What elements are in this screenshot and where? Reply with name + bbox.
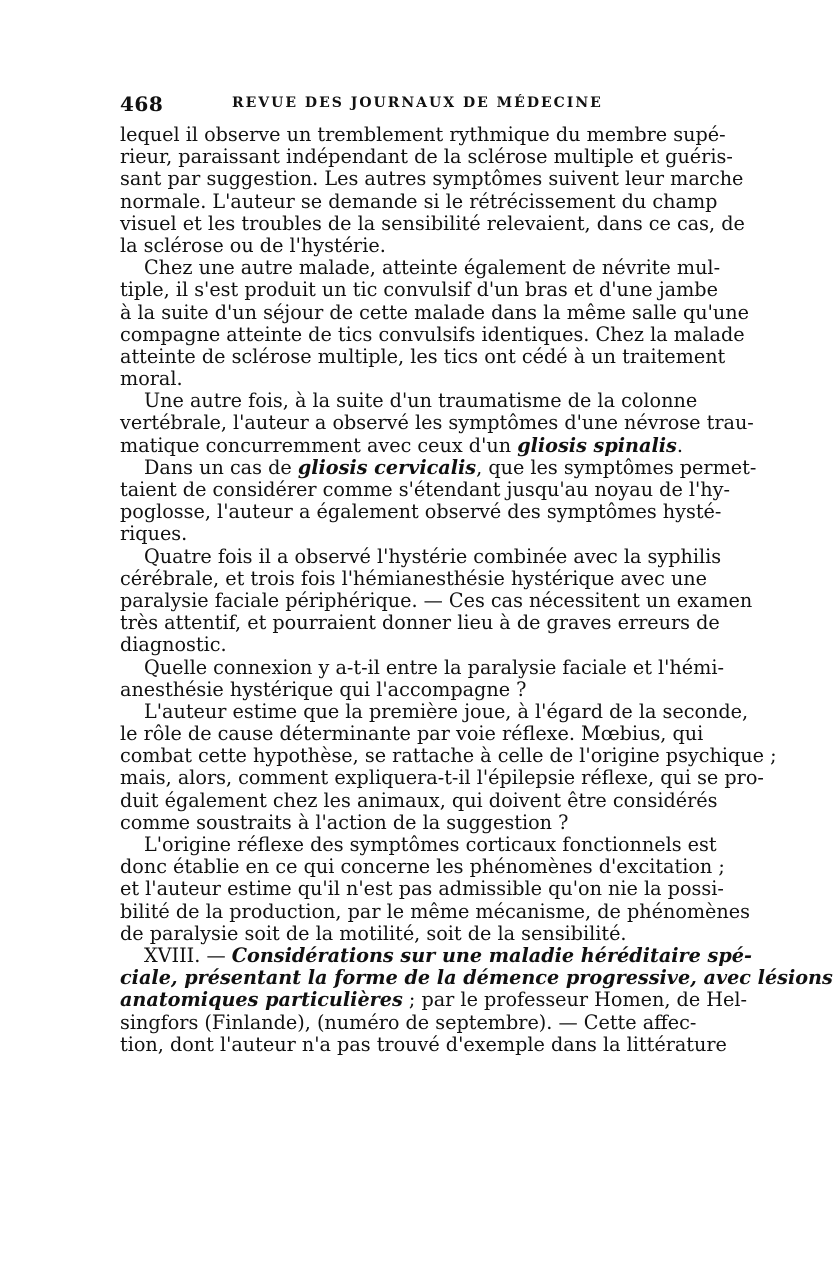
text-line: bilité de la production, par le même mécanisme, de phénomènes (120, 899, 750, 923)
text-line: cérébrale, et trois fois l'hémianesthésie hystérique avec une (120, 566, 708, 590)
text-line: visuel et les troubles de la sensibilité relevaient, dans ce cas, de (120, 211, 745, 235)
text-line: Une autre fois, à la suite d'un traumatisme de la colonne (144, 389, 698, 413)
text-line: donc établie en ce qui concerne les phénomènes d'excitation ; (120, 855, 725, 879)
running-title: REVUE DES JOURNAUX DE MÉDECINE (232, 95, 603, 111)
text-line: anatomiques particulières ; par le professeur Homen, de Hel- (120, 988, 748, 1012)
body-text (120, 123, 833, 1056)
text-line: vertébrale, l'auteur a observé les symptômes d'une névrose trau- (120, 411, 754, 435)
text-line: ciale, présentant la forme de la démence progressive, avec lésions (120, 966, 833, 990)
text-line: combat cette hypothèse, se rattache à celle de l'origine psychique ; (120, 744, 777, 768)
text-line: atteinte de sclérose multiple, les tics ont cédé à un traitement (120, 344, 726, 368)
text-line: Quelle connexion y a-t-il entre la paralysie faciale et l'hémi- (144, 655, 724, 679)
text-line: comme soustraits à l'action de la suggestion ? (120, 810, 569, 834)
text-line: Chez une autre malade, atteinte également de névrite mul- (144, 256, 721, 280)
text-line: à la suite d'un séjour de cette malade dans la même salle qu'une (120, 300, 749, 324)
text-line: paralysie faciale périphérique. — Ces cas nécessitent un examen (120, 588, 753, 612)
text-line: très attentif, et pourraient donner lieu à de graves erreurs de (120, 611, 720, 635)
text-line: compagne atteinte de tics convulsifs identiques. Chez la malade (120, 322, 745, 346)
text-line: Dans un cas de gliosis cervicalis, que les symptômes permet- (144, 455, 757, 479)
text-line: tiple, il s'est produit un tic convulsif d'un bras et d'une jambe (120, 278, 718, 302)
page-header (120, 92, 680, 116)
text-line: mais, alors, comment expliquera-t-il l'épilepsie réflexe, qui se pro- (120, 766, 764, 790)
text-line: XVIII. — Considérations sur une maladie héréditaire spé- (144, 943, 752, 967)
text-line: la sclérose ou de l'hystérie. (120, 233, 386, 257)
text-line: lequel il observe un tremblement rythmique du membre supé- (120, 123, 726, 146)
text-line: duit également chez les animaux, qui doivent être considérés (120, 788, 718, 812)
text-line: poglosse, l'auteur a également observé des symptômes hysté- (120, 500, 722, 524)
text-line: normale. L'auteur se demande si le rétrécissement du champ (120, 189, 718, 213)
text-line: L'auteur estime que la première joue, à l'égard de la seconde, (144, 699, 749, 723)
text-line: taient de considérer comme s'étendant jusqu'au noyau de l'hy- (120, 478, 730, 501)
text-line: le rôle de cause déterminante par voie réflexe. Mœbius, qui (120, 722, 704, 746)
text-line: de paralysie soit de la motilité, soit de la sensibilité. (120, 921, 627, 945)
text-line: tion, dont l'auteur n'a pas trouvé d'exemple dans la littérature (120, 1032, 727, 1056)
text-line: diagnostic. (120, 633, 227, 657)
text-line: anesthésie hystérique qui l'accompagne ? (120, 677, 527, 701)
page-number: 468 (120, 92, 164, 116)
text-line: et l'auteur estime qu'il n'est pas admissible qu'on nie la possi- (120, 877, 724, 901)
text-line: singfors (Finlande), (numéro de septembre). — Cette affec- (120, 1010, 697, 1034)
text-line: Quatre fois il a observé l'hystérie combinée avec la syphilis (144, 544, 722, 568)
text-line: matique concurremment avec ceux d'un gliosis spinalis. (120, 433, 683, 457)
text-line: riques. (120, 522, 188, 546)
text-line: sant par suggestion. Les autres symptômes suivent leur marche (120, 167, 744, 191)
text-line: L'origine réflexe des symptômes corticaux fonctionnels est (144, 833, 717, 856)
text-line: moral. (120, 367, 183, 391)
text-line: rieur, paraissant indépendant de la sclérose multiple et guéris- (120, 145, 733, 169)
